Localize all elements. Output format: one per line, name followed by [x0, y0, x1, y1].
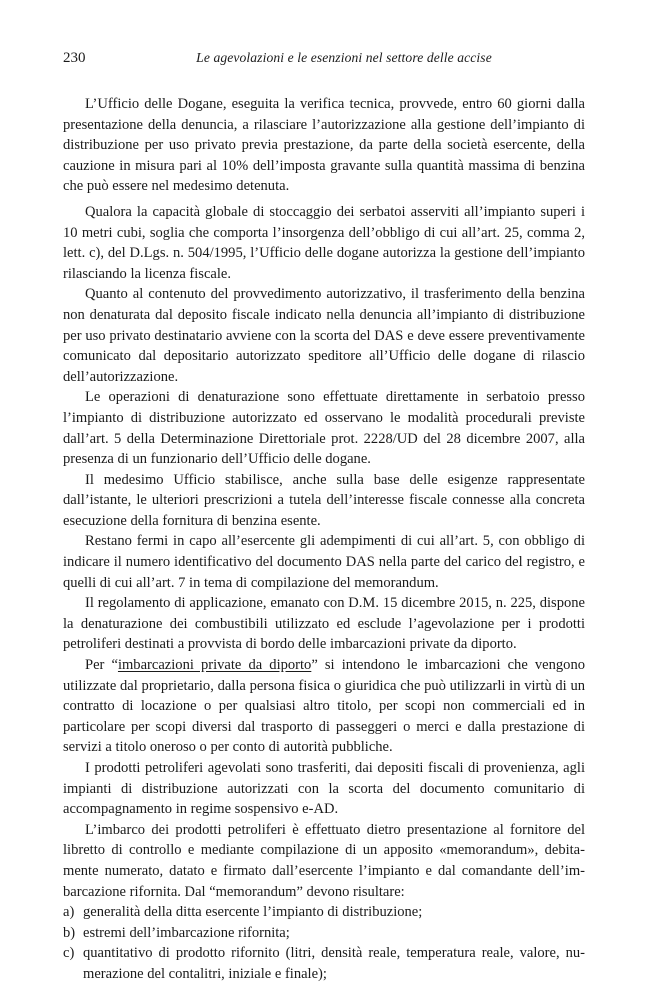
paragraph-operazioni-denaturazione: Le operazioni di denaturazione sono effettuate direttamente in serbatoio presso l’impianto di distribuzione autorizzato ed osservano le modalità procedurali previste dall’art. 5 della Determinazione Direttoriale prot. 2228/UD del 28 dicembre 2007, alla presenza di un funzionario dell’Ufficio delle dogane. [63, 389, 585, 468]
paragraph-adempimenti-esercente: Restano fermi in capo all’esercente gli adempimenti di cui all’art. 5, con obbligo di indicare il numero identificativo del documento DAS nella parte del carico del registro, e quelli di cui all’art. 7 in tema di compilazione del memorandum. [63, 533, 585, 591]
body-text [63, 94, 585, 985]
imbarcazioni-text-after: ” si intendono le imbarcazioni che vengono utilizzate dal proprietario, dalla persona fisica o giuridica che può utilizzarli in virtù di un contratto di locazione o per qualsiasi altro titolo, per scopi non commerciali ed in particolare per scopi diversi dal trasporto di passeggeri o merci e dalla prestazione di servizi a titolo oneroso o per conto di autorità pubbliche. [63, 657, 585, 756]
book-page [63, 50, 585, 985]
running-title: Le agevolazioni e le esenzioni nel settore delle accise [196, 50, 492, 65]
running-header [63, 50, 585, 72]
paragraph-imbarcazioni-private [63, 655, 585, 758]
paragraph-verifica-tecnica: L’Ufficio delle Dogane, eseguita la verifica tecnica, provvede, entro 60 giorni dalla presentazione della denuncia, a rilasciare l’autorizzazione alla gestione dell’impianto di distribuzione per uso privato previa prestazione, da parte della società esercente, della cauzione in misura pari al 10% dell’imposta gravante sulla quantità massima di benzina che può essere nel medesimo detenuta. [63, 96, 585, 195]
page-number: 230 [63, 50, 86, 66]
list-marker: b) [63, 924, 76, 941]
list-item [63, 902, 585, 923]
imbarcazioni-text-before: Per “ [85, 657, 118, 674]
list-marker: c) [63, 945, 75, 962]
paragraph-prescrizioni: Il medesimo Ufficio stabilisce, anche sulla base delle esigenze rappresentate dall’istante, le ulteriori prescrizioni a tutela dell’interesse fiscale connesse alla concreta esecuzione della fornitura di benzina esente. [63, 471, 585, 529]
list-marker: a) [63, 904, 75, 921]
memorandum-list [63, 902, 585, 984]
imbarcazioni-underlined-term: imbarcazioni private da diporto [117, 657, 312, 674]
paragraph-capacita-stoccaggio: Qualora la capacità globale di stoccaggio dei serbatoi asserviti all’impianto superi i 10 metri cubi, soglia che comporta l’insorgenza dell’obbligo di cui all’art. 25, comma 2, lett. c), del D.Lgs. n. 504/1995, l’Ufficio delle dogane autorizza la gestione dell’impianto rilasciando la licenza fiscale. [63, 203, 585, 282]
paragraph-prodotti-agevolati: I prodotti petroliferi agevolati sono trasferiti, dai depositi fiscali di provenienza, agli impianti di distribuzione autorizzati con la scorta del documento comunitario di accompagnamento in regime sospensivo e-AD. [63, 760, 585, 818]
list-item [63, 943, 585, 984]
list-item-text: estremi dell’imbarcazione rifornita; [83, 924, 290, 941]
paragraph-provvedimento-autorizzativo: Quanto al contenuto del provvedimento autorizzativo, il trasferimento della benzina non denaturata dal deposito fiscale indicato nella denuncia all’impianto di distribuzione per uso privato destinatario avviene con la scorta del DAS e deve essere preventivamente comunicato dal depositario autorizzato speditore all’Ufficio delle dogane di rilascio dell’autorizzazione. [63, 286, 585, 385]
list-item-text: generalità della ditta esercente l’impianto di distribuzione; [83, 904, 423, 921]
list-item-text: quantitativo di prodotto rifornito (litri, densità reale, temperatura reale, valore, numerazione del contalitri, iniziale e finale); [83, 945, 585, 982]
paragraph-regolamento-applicazione: Il regolamento di applicazione, emanato con D.M. 15 dicembre 2015, n. 225, dispone la denaturazione dei combustibili utilizzato ed esclude l’agevolazione per i prodotti petroliferi destinati a provvista di bordo delle imbarcazioni private da diporto. [63, 595, 585, 653]
list-item [63, 923, 585, 944]
paragraph-imbarco-prodotti: L’imbarco dei prodotti petroliferi è effettuato dietro presentazione al fornitore del libretto di controllo e mediante compilazione di un apposito «memorandum», debitamente numerato, datato e firmato dall’esercente l’impianto e dal comandante dell’imbarcazione rifornita. Dal “memorandum” devono risultare: [63, 821, 585, 900]
